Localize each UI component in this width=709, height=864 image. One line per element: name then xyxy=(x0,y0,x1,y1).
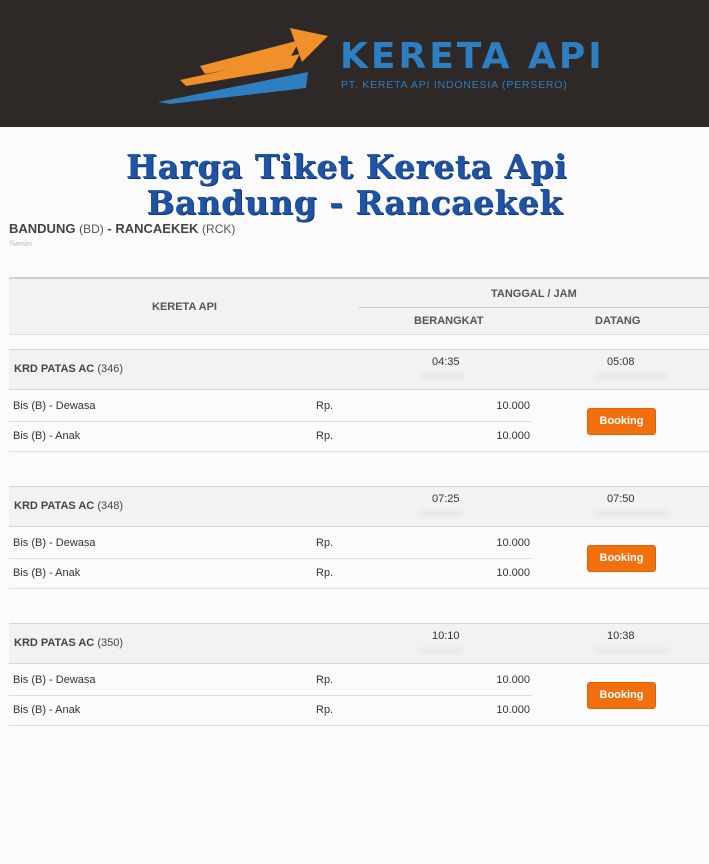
column-berangkat: BERANGKAT xyxy=(414,315,484,327)
fare-price: 10.000 xyxy=(496,430,530,442)
route-title xyxy=(9,221,235,236)
section-divider xyxy=(9,451,709,452)
fare-row xyxy=(9,391,532,422)
fare-row xyxy=(9,528,532,559)
fare-row xyxy=(9,558,532,589)
site-header xyxy=(0,0,709,127)
company-name: PT. KERETA API INDONESIA (PERSERO) xyxy=(341,79,568,91)
route-origin-code: (BD) xyxy=(79,222,104,236)
fare-currency: Rp. xyxy=(316,400,334,412)
fare-row xyxy=(9,695,532,726)
departure-time: 07:25 xyxy=(432,493,460,505)
fare-class: Bis (B) - Anak xyxy=(13,430,81,442)
departure-time: 10:10 xyxy=(432,630,460,642)
train-row xyxy=(9,486,709,527)
fare-currency: Rp. xyxy=(316,567,334,579)
section-divider xyxy=(9,588,709,589)
route-destination: RANCAEKEK xyxy=(115,221,199,236)
fare-class: Bis (B) - Dewasa xyxy=(13,400,96,412)
fare-class: Bis (B) - Dewasa xyxy=(13,537,96,549)
kereta-api-logo-icon xyxy=(150,18,330,106)
booking-button[interactable]: Booking xyxy=(587,545,656,572)
train-row xyxy=(9,623,709,664)
booking-button[interactable]: Booking xyxy=(587,682,656,709)
fare-currency: Rp. xyxy=(316,674,334,686)
column-tanggal-jam: TANGGAL / JAM xyxy=(491,288,577,300)
fare-price: 10.000 xyxy=(496,704,530,716)
fare-currency: Rp. xyxy=(316,704,334,716)
fare-currency: Rp. xyxy=(316,537,334,549)
fare-class: Bis (B) - Anak xyxy=(13,567,81,579)
arrival-time: 07:50 xyxy=(607,493,635,505)
route-date: Senin xyxy=(9,239,33,246)
fare-class: Bis (B) - Dewasa xyxy=(13,674,96,686)
route-separator: - xyxy=(107,221,112,236)
fare-price: 10.000 xyxy=(496,567,530,579)
train-name: KRD PATAS AC (346) xyxy=(14,363,124,375)
fare-price: 10.000 xyxy=(496,537,530,549)
column-datang: DATANG xyxy=(595,315,641,327)
fare-price: 10.000 xyxy=(496,674,530,686)
route-origin: BANDUNG xyxy=(9,221,76,236)
fare-row xyxy=(9,421,532,452)
headline-line-2: Bandung - Rancaekek xyxy=(146,183,563,222)
section-divider xyxy=(9,725,709,726)
headline-line-1: Harga Tiket Kereta Api xyxy=(125,147,568,186)
brand-name: KERETA API xyxy=(340,36,605,77)
route-destination-code: (RCK) xyxy=(202,222,236,236)
train-name: KRD PATAS AC (348) xyxy=(14,500,124,512)
train-row xyxy=(9,349,709,390)
header-divider xyxy=(359,307,709,308)
fare-row xyxy=(9,665,532,696)
train-name: KRD PATAS AC (350) xyxy=(14,637,124,649)
booking-button[interactable]: Booking xyxy=(587,408,656,435)
departure-time: 04:35 xyxy=(432,356,460,368)
arrival-time: 10:38 xyxy=(607,630,635,642)
arrival-time: 05:08 xyxy=(607,356,635,368)
fare-price: 10.000 xyxy=(496,400,530,412)
fare-currency: Rp. xyxy=(316,430,334,442)
column-kereta-api: KERETA API xyxy=(152,301,217,313)
table-header xyxy=(9,277,709,335)
fare-class: Bis (B) - Anak xyxy=(13,704,81,716)
